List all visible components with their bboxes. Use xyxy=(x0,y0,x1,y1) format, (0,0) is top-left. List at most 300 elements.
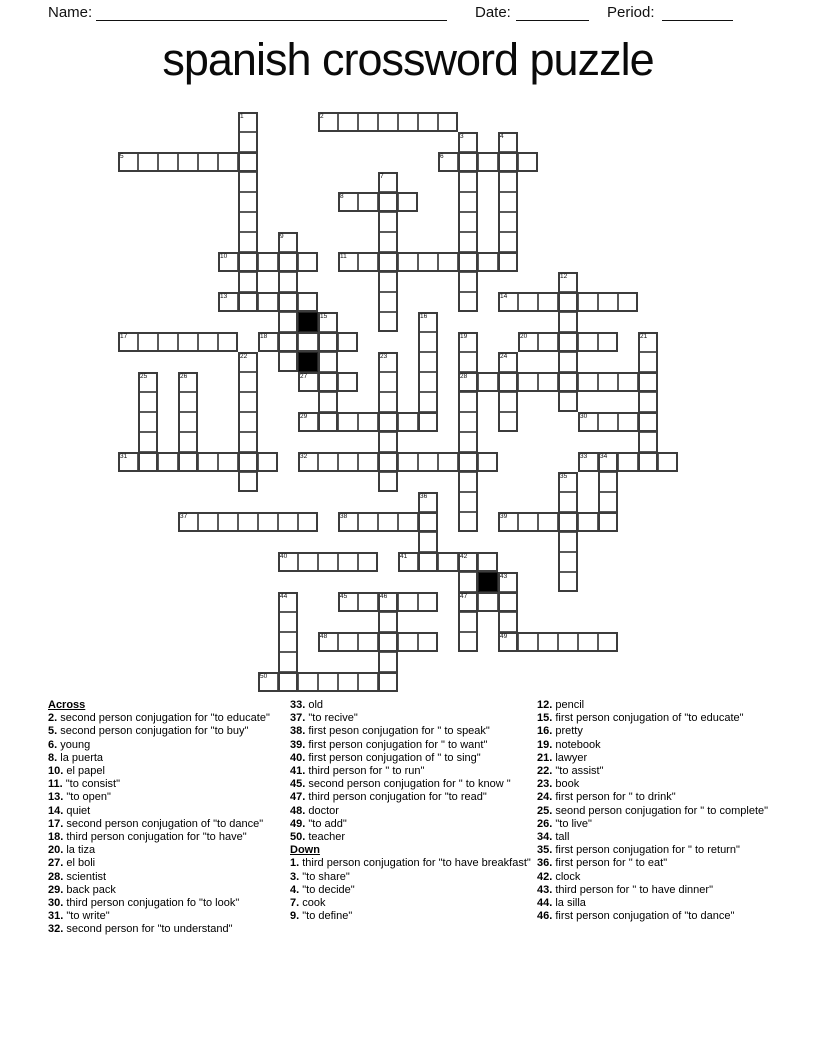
grid-cell[interactable] xyxy=(238,432,258,452)
grid-cell[interactable] xyxy=(518,632,538,652)
grid-cell[interactable] xyxy=(498,292,518,312)
grid-cell[interactable] xyxy=(558,392,578,412)
grid-cell[interactable] xyxy=(138,152,158,172)
grid-cell[interactable] xyxy=(318,552,338,572)
grid-cell[interactable] xyxy=(238,192,258,212)
grid-cell[interactable] xyxy=(338,112,358,132)
grid-cell[interactable] xyxy=(498,632,518,652)
grid-cell[interactable] xyxy=(378,192,398,212)
grid-cell[interactable] xyxy=(138,452,158,472)
grid-cell[interactable] xyxy=(238,272,258,292)
grid-cell[interactable] xyxy=(458,232,478,252)
grid-cell[interactable] xyxy=(598,472,618,492)
grid-cell[interactable] xyxy=(578,452,598,472)
grid-cell[interactable] xyxy=(478,592,498,612)
grid-cell[interactable] xyxy=(238,172,258,192)
grid-cell[interactable] xyxy=(618,372,638,392)
clue-item: 39. first person conjugation for " to want" xyxy=(290,738,488,751)
grid-cell[interactable] xyxy=(278,272,298,292)
grid-cell[interactable] xyxy=(438,252,458,272)
grid-cell[interactable] xyxy=(538,292,558,312)
grid-cell[interactable] xyxy=(218,452,238,472)
grid-cell[interactable] xyxy=(178,452,198,472)
grid-cell[interactable] xyxy=(478,152,498,172)
grid-cell[interactable] xyxy=(558,532,578,552)
grid-cell[interactable] xyxy=(398,552,418,572)
grid-cell[interactable] xyxy=(218,252,238,272)
grid-cell[interactable] xyxy=(278,312,298,332)
grid-cell[interactable] xyxy=(238,372,258,392)
grid-cell[interactable] xyxy=(258,672,278,692)
grid-cell[interactable] xyxy=(398,252,418,272)
grid-cell[interactable] xyxy=(278,332,298,352)
grid-cell[interactable] xyxy=(598,512,618,532)
grid-cell[interactable] xyxy=(458,492,478,512)
grid-cell[interactable] xyxy=(238,392,258,412)
grid-cell[interactable] xyxy=(578,632,598,652)
grid-cell[interactable] xyxy=(198,512,218,532)
grid-cell[interactable] xyxy=(418,592,438,612)
grid-cell[interactable] xyxy=(278,652,298,672)
grid-cell[interactable] xyxy=(318,352,338,372)
grid-cell[interactable] xyxy=(318,332,338,352)
grid-cell[interactable] xyxy=(618,452,638,472)
grid-cell[interactable] xyxy=(418,332,438,352)
grid-cell[interactable] xyxy=(398,112,418,132)
grid-cell[interactable] xyxy=(538,332,558,352)
grid-cell[interactable] xyxy=(158,452,178,472)
grid-cell[interactable] xyxy=(418,452,438,472)
cell-number: 39 xyxy=(500,513,508,520)
grid-cell[interactable] xyxy=(278,612,298,632)
grid-cell[interactable] xyxy=(478,372,498,392)
clues-section-header: Down xyxy=(290,844,320,857)
grid-cell[interactable] xyxy=(218,332,238,352)
grid-cell[interactable] xyxy=(238,412,258,432)
cell-number: 38 xyxy=(340,513,348,520)
grid-cell[interactable] xyxy=(418,632,438,652)
grid-cell[interactable] xyxy=(418,252,438,272)
grid-cell[interactable] xyxy=(418,392,438,412)
grid-cell[interactable] xyxy=(378,252,398,272)
clue-item: 43. third person for " to have dinner" xyxy=(537,883,713,896)
grid-cell[interactable] xyxy=(338,192,358,212)
grid-cell[interactable] xyxy=(158,152,178,172)
grid-cell[interactable] xyxy=(318,312,338,332)
grid-cell[interactable] xyxy=(278,232,298,252)
grid-cell[interactable] xyxy=(458,132,478,152)
grid-cell[interactable] xyxy=(538,512,558,532)
grid-cell[interactable] xyxy=(558,292,578,312)
grid-cell[interactable] xyxy=(358,672,378,692)
grid-cell[interactable] xyxy=(378,472,398,492)
grid-cell[interactable] xyxy=(498,512,518,532)
grid-cell[interactable] xyxy=(298,552,318,572)
grid-cell[interactable] xyxy=(438,112,458,132)
cell-number: 30 xyxy=(580,413,588,420)
grid-cell[interactable] xyxy=(338,632,358,652)
grid-cell[interactable] xyxy=(378,652,398,672)
grid-cell[interactable] xyxy=(438,452,458,472)
grid-cell[interactable] xyxy=(218,512,238,532)
grid-cell[interactable] xyxy=(358,632,378,652)
grid-cell[interactable] xyxy=(238,252,258,272)
grid-cell[interactable] xyxy=(558,552,578,572)
clue-item: 26. "to live" xyxy=(537,817,592,830)
grid-cell[interactable] xyxy=(338,552,358,572)
cell-number: 8 xyxy=(340,193,344,200)
grid-cell[interactable] xyxy=(238,452,258,472)
grid-cell[interactable] xyxy=(378,212,398,232)
grid-cell[interactable] xyxy=(558,272,578,292)
grid-cell[interactable] xyxy=(498,232,518,252)
grid-cell[interactable] xyxy=(358,512,378,532)
grid-cell[interactable] xyxy=(658,452,678,472)
grid-cell[interactable] xyxy=(518,512,538,532)
cell-number: 21 xyxy=(640,333,648,340)
grid-cell[interactable] xyxy=(558,312,578,332)
grid-cell[interactable] xyxy=(598,452,618,472)
grid-cell[interactable] xyxy=(418,112,438,132)
grid-cell[interactable] xyxy=(418,552,438,572)
grid-cell[interactable] xyxy=(138,372,158,392)
grid-cell[interactable] xyxy=(378,512,398,532)
grid-cell[interactable] xyxy=(238,352,258,372)
grid-cell[interactable] xyxy=(378,412,398,432)
grid-cell[interactable] xyxy=(358,252,378,272)
grid-cell[interactable] xyxy=(218,292,238,312)
grid-cell[interactable] xyxy=(458,572,478,592)
grid-cell[interactable] xyxy=(198,332,218,352)
grid-cell[interactable] xyxy=(378,172,398,192)
grid-cell[interactable] xyxy=(378,392,398,412)
grid-cell[interactable] xyxy=(458,212,478,232)
grid-cell[interactable] xyxy=(378,312,398,332)
grid-cell[interactable] xyxy=(638,352,658,372)
clue-item: 4. "to decide" xyxy=(290,883,355,896)
cell-number: 29 xyxy=(300,413,308,420)
grid-cell[interactable] xyxy=(558,492,578,512)
grid-cell[interactable] xyxy=(558,472,578,492)
grid-cell[interactable] xyxy=(238,152,258,172)
grid-cell[interactable] xyxy=(178,412,198,432)
grid-cell[interactable] xyxy=(118,332,138,352)
cell-number: 48 xyxy=(320,633,328,640)
black-cell xyxy=(478,572,498,592)
grid-cell[interactable] xyxy=(178,432,198,452)
grid-cell[interactable] xyxy=(378,612,398,632)
grid-cell[interactable] xyxy=(178,152,198,172)
grid-cell[interactable] xyxy=(278,292,298,312)
grid-cell[interactable] xyxy=(298,452,318,472)
grid-cell[interactable] xyxy=(238,512,258,532)
grid-cell[interactable] xyxy=(298,412,318,432)
grid-cell[interactable] xyxy=(558,572,578,592)
grid-cell[interactable] xyxy=(258,292,278,312)
grid-cell[interactable] xyxy=(418,372,438,392)
clue-item: 40. first person conjugation of " to sing" xyxy=(290,751,481,764)
clue-item: 19. notebook xyxy=(537,738,601,751)
grid-cell[interactable] xyxy=(338,372,358,392)
grid-cell[interactable] xyxy=(638,432,658,452)
grid-cell[interactable] xyxy=(498,612,518,632)
grid-cell[interactable] xyxy=(458,252,478,272)
grid-cell[interactable] xyxy=(318,412,338,432)
grid-cell[interactable] xyxy=(518,372,538,392)
cell-number: 17 xyxy=(120,333,128,340)
clue-item: 46. first person conjugation of "to dance" xyxy=(537,910,735,923)
grid-cell[interactable] xyxy=(498,372,518,392)
cell-number: 2 xyxy=(320,113,324,120)
grid-cell[interactable] xyxy=(478,252,498,272)
grid-cell[interactable] xyxy=(398,632,418,652)
clue-item: 8. la puerta xyxy=(48,751,104,764)
grid-cell[interactable] xyxy=(498,192,518,212)
grid-cell[interactable] xyxy=(538,632,558,652)
grid-cell[interactable] xyxy=(458,552,478,572)
grid-cell[interactable] xyxy=(598,292,618,312)
grid-cell[interactable] xyxy=(258,512,278,532)
grid-cell[interactable] xyxy=(458,172,478,192)
grid-cell[interactable] xyxy=(498,392,518,412)
grid-cell[interactable] xyxy=(598,372,618,392)
cell-number: 35 xyxy=(560,473,568,480)
grid-cell[interactable] xyxy=(378,112,398,132)
grid-cell[interactable] xyxy=(558,632,578,652)
grid-cell[interactable] xyxy=(338,592,358,612)
grid-cell[interactable] xyxy=(458,512,478,532)
grid-cell[interactable] xyxy=(358,112,378,132)
cell-number: 34 xyxy=(600,453,608,460)
grid-cell[interactable] xyxy=(378,672,398,692)
grid-cell[interactable] xyxy=(438,152,458,172)
grid-cell[interactable] xyxy=(458,292,478,312)
grid-cell[interactable] xyxy=(518,292,538,312)
grid-cell[interactable] xyxy=(298,332,318,352)
grid-cell[interactable] xyxy=(278,552,298,572)
grid-cell[interactable] xyxy=(598,412,618,432)
grid-cell[interactable] xyxy=(458,352,478,372)
grid-cell[interactable] xyxy=(638,412,658,432)
clue-item: 47. third person conjugation for "to read" xyxy=(290,791,487,804)
grid-cell[interactable] xyxy=(178,392,198,412)
cell-number: 20 xyxy=(520,333,528,340)
grid-cell[interactable] xyxy=(338,512,358,532)
grid-cell[interactable] xyxy=(458,472,478,492)
grid-cell[interactable] xyxy=(238,232,258,252)
grid-cell[interactable] xyxy=(458,192,478,212)
grid-cell[interactable] xyxy=(318,372,338,392)
grid-cell[interactable] xyxy=(418,512,438,532)
grid-cell[interactable] xyxy=(478,452,498,472)
grid-cell[interactable] xyxy=(298,252,318,272)
grid-cell[interactable] xyxy=(278,252,298,272)
clue-item: 32. second person for "to understand" xyxy=(48,923,233,936)
grid-cell[interactable] xyxy=(338,252,358,272)
grid-cell[interactable] xyxy=(398,592,418,612)
grid-cell[interactable] xyxy=(218,152,238,172)
grid-cell[interactable] xyxy=(358,592,378,612)
grid-cell[interactable] xyxy=(378,352,398,372)
grid-cell[interactable] xyxy=(318,112,338,132)
grid-cell[interactable] xyxy=(238,112,258,132)
grid-cell[interactable] xyxy=(498,252,518,272)
grid-cell[interactable] xyxy=(378,592,398,612)
grid-cell[interactable] xyxy=(418,492,438,512)
grid-cell[interactable] xyxy=(338,332,358,352)
grid-cell[interactable] xyxy=(578,412,598,432)
grid-cell[interactable] xyxy=(338,672,358,692)
grid-cell[interactable] xyxy=(618,292,638,312)
grid-cell[interactable] xyxy=(458,272,478,292)
grid-cell[interactable] xyxy=(418,352,438,372)
grid-cell[interactable] xyxy=(118,152,138,172)
grid-cell[interactable] xyxy=(358,452,378,472)
grid-cell[interactable] xyxy=(378,432,398,452)
grid-cell[interactable] xyxy=(318,632,338,652)
grid-cell[interactable] xyxy=(498,212,518,232)
grid-cell[interactable] xyxy=(638,332,658,352)
cell-number: 50 xyxy=(260,673,268,680)
clue-item: 30. third person conjugation fo "to look" xyxy=(48,897,240,910)
grid-cell[interactable] xyxy=(578,332,598,352)
grid-cell[interactable] xyxy=(558,352,578,372)
grid-cell[interactable] xyxy=(498,572,518,592)
grid-cell[interactable] xyxy=(138,432,158,452)
grid-cell[interactable] xyxy=(238,132,258,152)
grid-cell[interactable] xyxy=(298,672,318,692)
clue-item: 41. third person for " to run" xyxy=(290,765,425,778)
grid-cell[interactable] xyxy=(458,452,478,472)
clue-item: 21. lawyer xyxy=(537,751,588,764)
grid-cell[interactable] xyxy=(578,372,598,392)
grid-cell[interactable] xyxy=(538,372,558,392)
grid-cell[interactable] xyxy=(558,332,578,352)
grid-cell[interactable] xyxy=(598,632,618,652)
grid-cell[interactable] xyxy=(558,372,578,392)
grid-cell[interactable] xyxy=(198,452,218,472)
grid-cell[interactable] xyxy=(358,192,378,212)
grid-cell[interactable] xyxy=(398,412,418,432)
grid-cell[interactable] xyxy=(598,492,618,512)
grid-cell[interactable] xyxy=(258,252,278,272)
grid-cell[interactable] xyxy=(398,452,418,472)
grid-cell[interactable] xyxy=(458,372,478,392)
clue-item: 3. "to share" xyxy=(290,870,350,883)
grid-cell[interactable] xyxy=(498,592,518,612)
grid-cell[interactable] xyxy=(458,152,478,172)
grid-cell[interactable] xyxy=(318,392,338,412)
grid-cell[interactable] xyxy=(398,512,418,532)
grid-cell[interactable] xyxy=(398,192,418,212)
grid-cell[interactable] xyxy=(318,452,338,472)
grid-cell[interactable] xyxy=(458,392,478,412)
grid-cell[interactable] xyxy=(498,352,518,372)
grid-cell[interactable] xyxy=(278,512,298,532)
grid-cell[interactable] xyxy=(378,272,398,292)
grid-cell[interactable] xyxy=(518,152,538,172)
grid-cell[interactable] xyxy=(458,412,478,432)
clue-item: 48. doctor xyxy=(290,804,339,817)
grid-cell[interactable] xyxy=(158,332,178,352)
grid-cell[interactable] xyxy=(238,472,258,492)
grid-cell[interactable] xyxy=(178,512,198,532)
grid-cell[interactable] xyxy=(458,612,478,632)
grid-cell[interactable] xyxy=(138,392,158,412)
grid-cell[interactable] xyxy=(418,412,438,432)
grid-cell[interactable] xyxy=(578,512,598,532)
grid-cell[interactable] xyxy=(178,332,198,352)
grid-cell[interactable] xyxy=(638,372,658,392)
grid-cell[interactable] xyxy=(278,672,298,692)
grid-cell[interactable] xyxy=(378,232,398,252)
grid-cell[interactable] xyxy=(378,292,398,312)
grid-cell[interactable] xyxy=(578,292,598,312)
grid-cell[interactable] xyxy=(518,332,538,352)
grid-cell[interactable] xyxy=(638,392,658,412)
grid-cell[interactable] xyxy=(638,452,658,472)
grid-cell[interactable] xyxy=(318,672,338,692)
grid-cell[interactable] xyxy=(278,592,298,612)
cell-number: 16 xyxy=(420,313,428,320)
grid-cell[interactable] xyxy=(298,292,318,312)
clue-item: 22. "to assist" xyxy=(537,765,604,778)
grid-cell[interactable] xyxy=(138,332,158,352)
grid-cell[interactable] xyxy=(418,532,438,552)
grid-cell[interactable] xyxy=(258,452,278,472)
grid-cell[interactable] xyxy=(358,552,378,572)
grid-cell[interactable] xyxy=(378,632,398,652)
grid-cell[interactable] xyxy=(118,452,138,472)
grid-cell[interactable] xyxy=(558,512,578,532)
grid-cell[interactable] xyxy=(378,452,398,472)
grid-cell[interactable] xyxy=(498,132,518,152)
grid-cell[interactable] xyxy=(458,332,478,352)
cell-number: 7 xyxy=(380,173,384,180)
grid-cell[interactable] xyxy=(358,412,378,432)
grid-cell[interactable] xyxy=(138,412,158,432)
grid-cell[interactable] xyxy=(378,372,398,392)
grid-cell[interactable] xyxy=(198,152,218,172)
grid-cell[interactable] xyxy=(238,292,258,312)
grid-cell[interactable] xyxy=(278,352,298,372)
grid-cell[interactable] xyxy=(298,512,318,532)
grid-cell[interactable] xyxy=(458,432,478,452)
grid-cell[interactable] xyxy=(618,412,638,432)
grid-cell[interactable] xyxy=(238,212,258,232)
grid-cell[interactable] xyxy=(498,152,518,172)
grid-cell[interactable] xyxy=(438,552,458,572)
grid-cell[interactable] xyxy=(338,452,358,472)
grid-cell[interactable] xyxy=(338,412,358,432)
grid-cell[interactable] xyxy=(598,332,618,352)
grid-cell[interactable] xyxy=(478,552,498,572)
cell-number: 42 xyxy=(460,553,468,560)
clue-item: 23. book xyxy=(537,778,580,791)
grid-cell[interactable] xyxy=(258,332,278,352)
grid-cell[interactable] xyxy=(458,592,478,612)
grid-cell[interactable] xyxy=(498,412,518,432)
grid-cell[interactable] xyxy=(278,632,298,652)
grid-cell[interactable] xyxy=(178,372,198,392)
grid-cell[interactable] xyxy=(498,172,518,192)
clue-item: 33. old xyxy=(290,699,324,711)
grid-cell[interactable] xyxy=(458,632,478,652)
grid-cell[interactable] xyxy=(418,312,438,332)
cell-number: 32 xyxy=(300,453,308,460)
clue-item: 45. second person conjugation for " to know " xyxy=(290,778,511,791)
grid-cell[interactable] xyxy=(298,372,318,392)
